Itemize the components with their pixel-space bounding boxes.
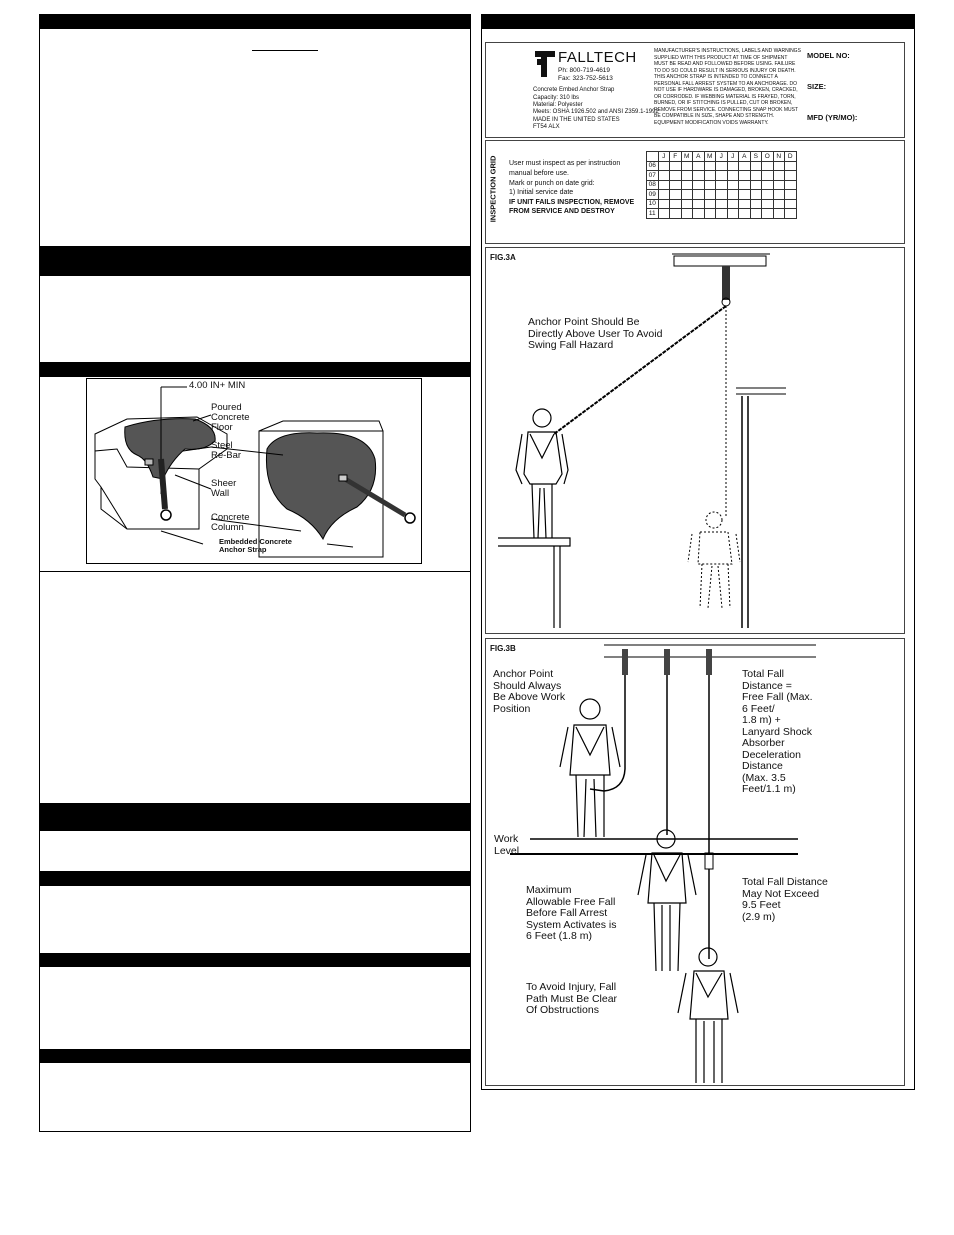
product-label-panel (485, 42, 905, 138)
anchor-point-note: Anchor Point Should Always Be Above Work Position (493, 668, 566, 715)
fig-3a-title: FIG.3A (490, 253, 516, 262)
month-cell: M (704, 152, 716, 162)
min-height-label: 4.00 IN+ MIN (189, 380, 246, 391)
inspection-panel (485, 140, 905, 244)
falltech-logo-icon (533, 49, 557, 79)
month-cell: A (693, 152, 705, 162)
fig-3b-panel (485, 638, 905, 1086)
section-header-bar (39, 246, 471, 276)
sheer-wall-label: Sheer Wall (211, 478, 237, 499)
month-row (647, 152, 797, 162)
inspection-date-grid (646, 151, 797, 219)
year-row (647, 199, 797, 209)
warning-text: MANUFACTURER'S INSTRUCTIONS, LABELS AND WARNINGS SUPPLIED WITH THIS PRODUCT AT TIME OF SHIPMENT MUST BE READ AND FOLLOWED BEFORE USING. FAILURE TO DO SO COULD RESULT IN SERIOUS INJURY OR DEATH. THIS ANCHOR STRAP IS INTENDED TO CONNECT A PERSONAL FALL ARREST SYSTEM TO AN ANCHORAGE. DO NOT USE IF HARDWARE IS DAMAGED, BROKEN, CRACKED, OR CORRODED. IF WEBBING MATERIAL IS FRAYED, TORN, BURNED, OR IF STITCHING IS PULLED, CUT OR BROKEN, REMOVE FROM SERVICE. CONNECTING SNAP HOOK MUST BE COMPATIBLE IN SIZE, SHAPE AND STRENGTH. EQUIPMENT MODIFICATION VOIDS WARRANTY. (654, 48, 801, 126)
section-header-bar (481, 14, 915, 29)
brand-name: FALLTECH (558, 49, 637, 66)
year-row (647, 171, 797, 181)
year-cell: 11 (647, 209, 659, 219)
made-in: MADE IN THE UNITED STATES (533, 117, 620, 123)
month-cell: J (658, 152, 670, 162)
inspection-grid-title: INSPECTION GRID (488, 155, 498, 223)
year-cell: 06 (647, 161, 659, 171)
fig-3b-title: FIG.3B (490, 644, 516, 653)
material: Material: Polyester (533, 102, 583, 108)
fig-3a-note: Anchor Point Should Be Directly Above User To Avoid Swing Fall Hazard (528, 316, 663, 352)
fig-3a-panel (485, 247, 905, 634)
anchor-strap-label: Embedded Concrete Anchor Strap (219, 537, 292, 554)
month-cell: F (670, 152, 682, 162)
title-underline (252, 50, 318, 51)
inspect-line-2: manual before use. (509, 170, 569, 177)
month-cell: O (762, 152, 774, 162)
swing-fall-illustration (486, 248, 904, 633)
grid-corner (647, 152, 659, 162)
year-cell: 08 (647, 180, 659, 190)
poured-concrete-label: Poured Concrete Floor (211, 402, 250, 433)
inspect-warning-1: IF UNIT FAILS INSPECTION, REMOVE (509, 199, 635, 206)
month-cell: J (716, 152, 728, 162)
standards: Meets: OSHA 1926.502 and ANSI Z359.1-1992 (533, 109, 659, 115)
inspect-line-4: 1) Initial service date (509, 189, 574, 196)
month-cell: J (727, 152, 739, 162)
section-header-bar (39, 362, 471, 377)
section-header-bar (39, 953, 471, 967)
inspect-line-3: Mark or punch on date grid: (509, 180, 595, 187)
work-level-label: Work Level (494, 833, 520, 857)
section-header-bar (39, 1049, 471, 1063)
year-row (647, 190, 797, 200)
product-name: Concrete Embed Anchor Strap (533, 87, 615, 93)
month-cell: A (739, 152, 751, 162)
inspect-line-1: User must inspect as per instruction (509, 160, 621, 167)
year-cell: 09 (647, 190, 659, 200)
column-label: Concrete Column (211, 512, 250, 533)
capacity: Capacity: 310 lbs (533, 95, 580, 101)
month-cell: D (785, 152, 797, 162)
phone-number: Ph: 800-719-4619 (558, 67, 611, 74)
month-cell: S (750, 152, 762, 162)
section-header-bar (39, 803, 471, 831)
month-cell: M (681, 152, 693, 162)
section-divider (39, 571, 471, 572)
month-cell: N (773, 152, 785, 162)
section-header-bar (39, 14, 471, 29)
model-no-label: MODEL NO: (807, 51, 850, 60)
anchor-strap-figure (86, 378, 422, 564)
mfd-label: MFD (YR/MO): (807, 113, 858, 122)
max-free-fall-note: Maximum Allowable Free Fall Before Fall Arrest System Activates is 6 Feet (1.8 m) (526, 884, 617, 943)
section-header-bar (39, 871, 471, 886)
total-fall-distance-note: Total Fall Distance = Free Fall (Max. 6 Feet/ 1.8 m) + Lanyard Shock Absorber Deceleration Distance (Max. 3.5 Feet/1.1 m) (742, 668, 813, 796)
year-cell: 10 (647, 199, 659, 209)
total-fall-limit-note: Total Fall Distance May Not Exceed 9.5 Feet (2.9 m) (742, 876, 828, 923)
year-row (647, 209, 797, 219)
inspect-warning-2: FROM SERVICE AND DESTROY (509, 208, 615, 215)
avoid-injury-note: To Avoid Injury, Fall Path Must Be Clear Of Obstructions (526, 981, 618, 1017)
fax-number: Fax: 323-752-5613 (558, 75, 613, 82)
year-cell: 07 (647, 171, 659, 181)
part-number: FT54 ALX (533, 124, 560, 130)
rebar-label: Steel Re-Bar (211, 440, 242, 461)
year-row (647, 180, 797, 190)
size-label: SIZE: (807, 82, 827, 91)
year-row (647, 161, 797, 171)
anchor-strap-illustration (87, 379, 420, 562)
